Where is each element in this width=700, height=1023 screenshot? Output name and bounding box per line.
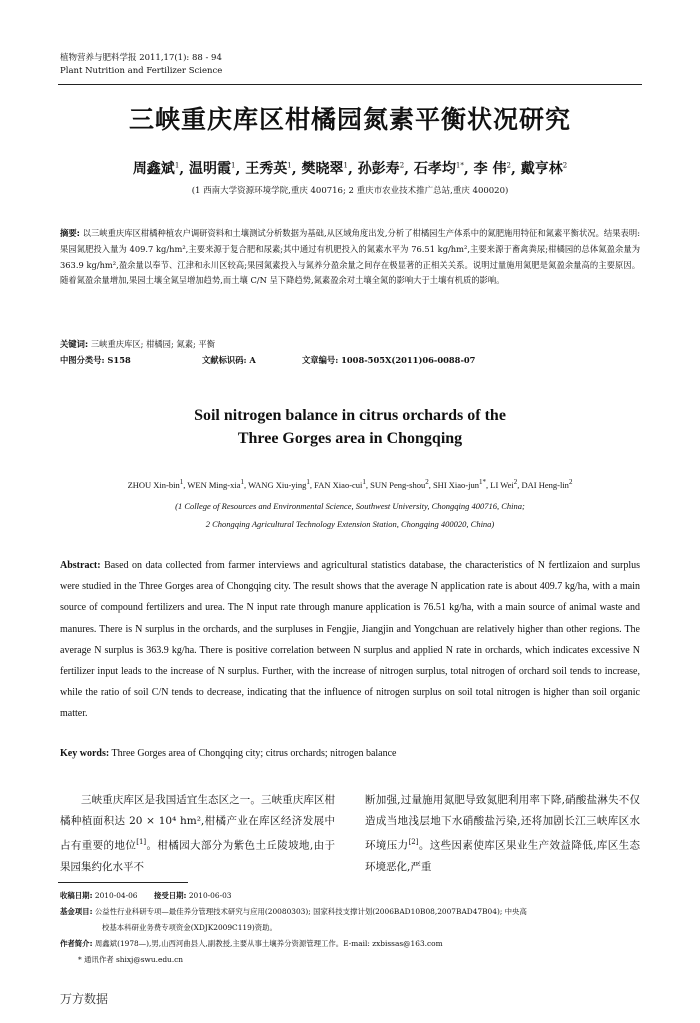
affiliation-en-2: 2 Chongqing Agricultural Technology Extension Station, Chongqing 400020, China) bbox=[205, 519, 495, 529]
author-bio-line bbox=[60, 936, 650, 952]
title-cn: 三峡重庆库区柑橘园氮素平衡状况研究 bbox=[128, 105, 571, 134]
keywords-en-text: Three Gorges area of Chongqing city; citrus orchards; nitrogen balance bbox=[111, 748, 397, 759]
document-code: 文献标识码: A bbox=[202, 355, 256, 365]
keywords-cn bbox=[60, 337, 640, 352]
body-right-tail: 。这些因素使库区果业生产效益降低,库区生态环境恶化,严重 bbox=[365, 839, 640, 873]
author-affiliation-mark: 1 bbox=[343, 161, 348, 170]
footnote-rule bbox=[58, 882, 188, 883]
author-affiliation-mark: 2 bbox=[513, 478, 518, 486]
author-name: LI Wei bbox=[490, 479, 514, 490]
received-label: 收稿日期: bbox=[60, 891, 93, 900]
body-right-text: 断加强,过量施用氮肥导致氮肥利用率下降,硝酸盐淋失不仅造成当地浅层地下水硝酸盐污染,还将加剧长江三峡库区水环境压力 bbox=[365, 794, 640, 852]
author-affiliation-mark: 1* bbox=[479, 478, 486, 486]
author-name: 樊晓翠 bbox=[301, 161, 344, 177]
title-en-line-2: Three Gorges area in Chongqing bbox=[237, 430, 463, 447]
author-affiliation-mark: 1 bbox=[287, 161, 292, 170]
author-affiliation-mark: 2 bbox=[506, 161, 511, 170]
author-affiliation-mark: 1 bbox=[174, 161, 180, 170]
affiliation-en-1: (1 College of Resources and Environmental Science, Southwest University, Chongqing 400716, China; bbox=[175, 501, 525, 511]
fund-line bbox=[60, 904, 650, 920]
title-en bbox=[0, 404, 700, 450]
author-name: WEN Ming-xia bbox=[187, 479, 241, 490]
citation-ref: [1] bbox=[136, 838, 147, 846]
author-name: 孙彭寿 bbox=[357, 161, 400, 177]
author-name: 戴亨林 bbox=[520, 161, 563, 177]
author-name: 李 伟 bbox=[473, 161, 507, 177]
abstract-en-label: Abstract: bbox=[60, 560, 101, 571]
author-name: ZHOU Xin-bin bbox=[127, 479, 180, 490]
clc-number: 中图分类号: S158 bbox=[60, 355, 131, 365]
author-bio-text: 周鑫斌(1978—),男,山西河曲县人,副教授,主要从事土壤养分资源管理工作。E-mail: zxbissas@163.com bbox=[94, 939, 443, 948]
watermark: 万方数据 bbox=[60, 992, 109, 1006]
footnotes bbox=[60, 888, 650, 968]
body-left-text: 三峡重庆库区是我国适宜生态区之一。三峡重庆库区柑橘种植面积达 20 × 10⁴ hm²,柑橘产业在库区经济发展中占有重要的地位 bbox=[60, 794, 335, 852]
accepted-label: 接受日期: bbox=[153, 891, 187, 900]
author-affiliation-mark: 2 bbox=[399, 161, 405, 170]
author-name: WANG Xiu-ying bbox=[248, 479, 307, 490]
author-name: 王秀英 bbox=[245, 161, 288, 177]
author-affiliation-mark: 1 bbox=[362, 478, 366, 486]
fund-text-1: 公益性行业科研专项—最佳养分管理技术研究与应用(20080303); 国家科技支撑计划(2006BAD10B08,2007BAD47B04); 中央高 bbox=[94, 907, 527, 916]
author-affiliation-mark: 1* bbox=[455, 161, 464, 170]
author-affiliation-mark: 1 bbox=[240, 478, 244, 486]
authors-en: ZHOU Xin-bin$^1$, WEN Ming-xia$^1$, WANG Xiu-ying$^1$, FAN Xiao-cui$^1$, SUN Peng-shou$^2$, SHI Xiao-jun$^{1*}$, LI Wei$^2$, DAI Heng-lin$^2$ bbox=[127, 478, 573, 490]
fund-label: 基金项目: bbox=[60, 907, 93, 916]
author-name: FAN Xiao-cui bbox=[314, 479, 363, 490]
author-affiliation-mark: 2 bbox=[568, 478, 573, 486]
keywords-cn-label: 关键词: bbox=[60, 339, 89, 349]
author-bio-label: 作者简介: bbox=[60, 939, 93, 948]
received-date: 2010-04-06 bbox=[94, 891, 138, 900]
author-name: 周鑫斌 bbox=[132, 161, 175, 177]
author-affiliation-mark: 1 bbox=[179, 478, 184, 486]
body-column-left bbox=[60, 790, 335, 878]
abstract-en-text: Based on data collected from farmer interviews and agricultural statistics database, the characteristics of N fertlizaion and surplus were studied in the Three Gorges area of Chongqing city. The result shows that the average N application rate is about 409.7 kg/ha, with a main source of compound fertilizers and urea. The N input rate through manure application is 76.51 kg/ha, with a main source of animal waste and manures. There is N surplus in the orchards, and the surpluses in Fengjie, Jiangjin and Yongchuan are relatively higher than other regions. The average N surplus is 363.9 kg/ha. There is positive correlation between N surplus and applied N rate in orchards, which indicates excessive N fertilizer input leads to the increase of N surplus. Further, with the increase of nitrogen surplus, total nitrogen of orchard soil tends to increase, while the ratio of soil C/N tends to decrease, indicating that the influence of nitrogen surplus on soil total nitrogen is higher than soil organic matter. bbox=[60, 560, 640, 720]
title-en-line-1: Soil nitrogen balance in citrus orchards of the bbox=[194, 407, 506, 424]
abstract-cn-label: 摘要: bbox=[60, 228, 80, 238]
abstract-en bbox=[60, 555, 640, 725]
author-name: 石孝均 bbox=[413, 161, 456, 177]
author-name: DAI Heng-lin bbox=[521, 479, 569, 490]
author-affiliation-mark: 1 bbox=[306, 478, 310, 486]
body-left-tail: 。柑橘园大部分为紫色土丘陵坡地,由于果园集约化水平不 bbox=[60, 839, 336, 873]
keywords-en-label: Key words: bbox=[60, 748, 110, 759]
journal-name-en: Plant Nutrition and Fertilizer Science bbox=[60, 66, 223, 76]
accepted-date: 2010-06-03 bbox=[188, 891, 232, 900]
author-affiliation-mark: 1 bbox=[231, 161, 236, 170]
author-affiliation-mark: 2 bbox=[562, 161, 568, 170]
abstract-cn-text: 以三峡重庆库区柑橘种植农户调研资料和土壤测试分析数据为基础,从区域角度出发,分析了柑橘园生产体系中的氮肥施用特征和氮素平衡状况。结果表明:果园氮肥投入量为 409.7 kg/hm²,主要来源于复合肥和尿素;其中通过有机肥投入的氮素水平为 76.51 kg/hm²,主要来源于畜禽粪尿;柑橘园的总体氮盈余量为 363.9 kg/hm²,盈余量以奉节、江津和永川区较高;果园氮素投入与氮养分盈余量之间存在极显著的正相关关系。说明过量施用氮肥是氮盈余量高的主要原因。随着氮盈余量增加,果园土壤全氮呈增加趋势,而土壤 C/N 呈下降趋势,氮素盈余对土壤全氮的影响大于土壤有机质的影响。 bbox=[60, 228, 641, 286]
affiliation-cn: (1 西南大学资源环境学院,重庆 400716; 2 重庆市农业技术推广总站,重庆 400020) bbox=[191, 186, 509, 196]
fund-text-2: 校基本科研业务费专项资金(XDJK2009C119)资助。 bbox=[102, 923, 277, 932]
affiliation-en bbox=[0, 497, 700, 533]
dates-line bbox=[60, 888, 650, 904]
abstract-cn bbox=[60, 226, 640, 289]
header-rule bbox=[58, 84, 642, 85]
author-name: 温明霞 bbox=[189, 161, 232, 177]
citation-ref: [2] bbox=[408, 838, 419, 846]
journal-citation: 植物营养与肥料学报 2011,17(1): 88 - 94 bbox=[60, 53, 222, 63]
journal-header bbox=[60, 52, 222, 78]
body-column-right bbox=[365, 790, 640, 878]
authors-cn: 周鑫斌$^1$, 温明霞$^1$, 王秀英$^1$, 樊晓翠$^1$, 孙彭寿$^2$, 石孝均$^{1*}$, 李 伟$^2$, 戴亨林$^2$ bbox=[132, 161, 568, 177]
author-name: SHI Xiao-jun bbox=[432, 479, 479, 490]
keywords-cn-text: 三峡重庆库区; 柑橘园; 氮素; 平衡 bbox=[90, 339, 216, 349]
author-affiliation-mark: 2 bbox=[425, 478, 429, 486]
author-name: SUN Peng-shou bbox=[370, 479, 426, 490]
corresponding-author: * 通讯作者 shixj@swu.edu.cn bbox=[78, 955, 184, 964]
keywords-en bbox=[60, 748, 640, 759]
article-number: 文章编号: 1008-505X(2011)06-0088-07 bbox=[302, 355, 476, 365]
